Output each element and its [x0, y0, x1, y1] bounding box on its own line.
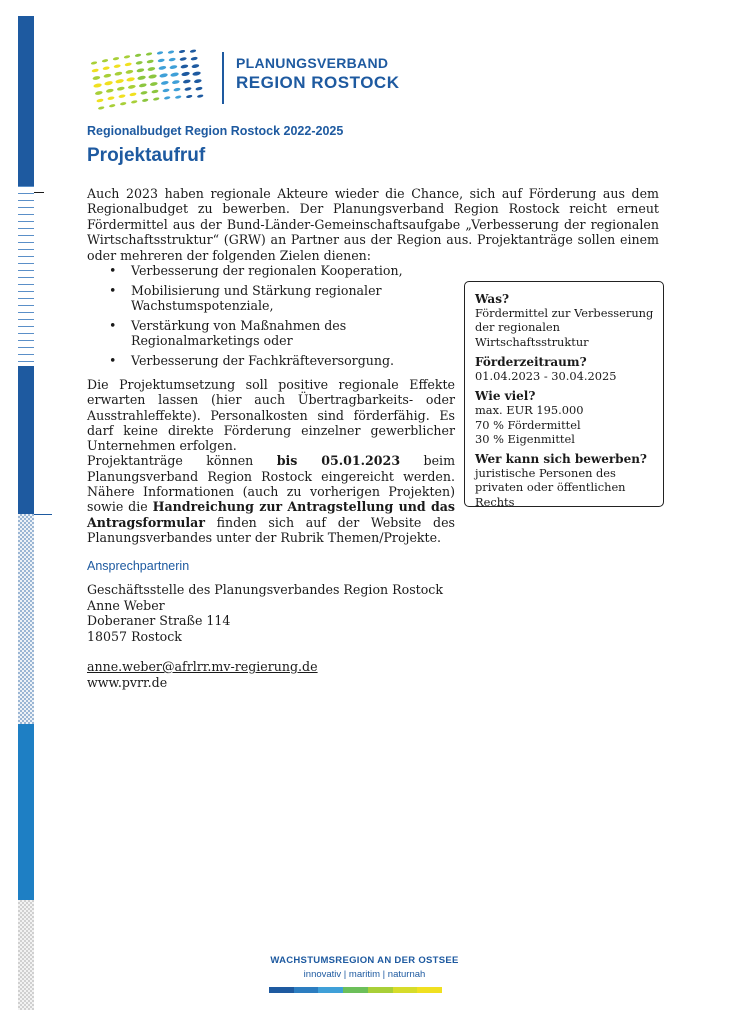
footer-bar-segment — [269, 987, 294, 993]
logo-dot — [153, 97, 160, 101]
edge-strip-top — [18, 16, 34, 186]
logo-dot — [173, 87, 181, 92]
contact-address — [87, 582, 443, 644]
logo-dot — [172, 80, 180, 85]
logo-dot — [161, 80, 169, 85]
logo-dot — [128, 84, 136, 89]
logo-dot — [186, 94, 193, 98]
list-item: • Verbesserung der Fachkräfteversorgung. — [87, 353, 457, 369]
edge-strip-pattern — [18, 514, 34, 724]
logo-dot — [164, 96, 171, 100]
logo-dot — [183, 79, 191, 84]
logo-dot — [157, 51, 164, 55]
logo-dot — [129, 92, 137, 97]
logo-dot — [195, 86, 203, 91]
logo-dot — [179, 49, 186, 53]
info-amount-own: 30 % Eigenmittel — [475, 431, 575, 446]
logo-dot — [148, 74, 157, 79]
logo-dot — [146, 52, 153, 56]
logo-dot — [102, 66, 110, 71]
intro-paragraph: Auch 2023 haben regionale Akteure wieder die Chance, sich auf Förderung aus dem Regionalbudget zu bewerben. Der Planungsverband Region Rostock reicht erneut Fördermittel aus der Bund-Länder-Gemeinschaftsaufgabe „Verbesserung der regionalen Wirtschaftsstruktur“ (GRW) an Partner aus der Region aus. Projektanträge sollen einem oder mehreren der folgenden Zielen dienen: — [87, 186, 659, 263]
logo-dot — [168, 50, 175, 54]
info-period-label: Förderzeitraum? — [475, 354, 587, 369]
logo-dot — [140, 91, 148, 96]
info-who-text: juristische Personen des privaten oder öffentlichen Rechts — [475, 466, 626, 509]
logo-dots-icon — [86, 48, 210, 110]
logo-dot — [113, 64, 121, 69]
edge-strip-mid — [18, 366, 34, 514]
logo-dot — [93, 83, 102, 88]
logo-dot — [192, 71, 201, 76]
contact-org: Geschäftsstelle des Planungsverbandes Region Rostock — [87, 582, 443, 597]
fold-mark — [34, 192, 44, 193]
logo-dot — [102, 59, 109, 63]
logo-dot — [159, 73, 168, 78]
logo-dot — [175, 95, 182, 99]
fold-mark-2 — [34, 514, 52, 515]
logo-dot — [151, 89, 159, 94]
goals-list — [87, 263, 457, 373]
logo-dot — [147, 67, 155, 72]
logo-dot — [104, 80, 113, 85]
logo-dot — [170, 72, 179, 77]
logo-dot — [103, 73, 111, 78]
logo-dot — [95, 91, 103, 96]
logo-dot — [106, 88, 114, 93]
logo-dot — [115, 78, 124, 83]
edge-strip-ticks — [18, 186, 34, 366]
info-amount-max: max. EUR 195.000 — [475, 403, 584, 418]
logo-dot — [118, 94, 126, 99]
logo-dot — [190, 56, 198, 61]
document-subtitle: Regionalbudget Region Rostock 2022-2025 — [87, 124, 344, 138]
logo-dot — [168, 57, 176, 62]
footer-bar-segment — [318, 987, 343, 993]
logo-dot — [98, 106, 105, 110]
logo-dot — [142, 98, 149, 102]
body-paragraph-2b: beim Planungsverband Region Rostock eingereicht werden. Nähere Informationen (auch zu vorherigen Projekten) sowie die — [87, 453, 456, 515]
list-item: • Verbesserung der regionalen Kooperation, — [87, 263, 457, 279]
contact-website[interactable]: www.pvrr.de — [87, 675, 168, 690]
logo-dot — [150, 82, 158, 87]
logo-dot — [109, 104, 116, 108]
logo-dot — [91, 68, 99, 73]
logo-dot — [190, 49, 197, 53]
contact-street: Doberaner Straße 114 — [87, 613, 231, 629]
logo-dot — [125, 69, 133, 74]
logo-dot — [91, 61, 98, 65]
logo-dot — [124, 55, 131, 59]
logo-dot — [146, 59, 154, 64]
logo-dot — [179, 57, 187, 62]
contact-heading: Ansprechpartnerin — [87, 559, 190, 573]
logo-dot — [137, 75, 146, 80]
logo-dot — [181, 71, 190, 76]
contact-city: 18057 Rostock — [87, 628, 182, 644]
logo-dot — [194, 79, 202, 84]
footer-bar-segment — [343, 987, 368, 993]
info-who-label: Wer kann sich bewerben? — [475, 452, 647, 467]
body-paragraph-2a: Projektanträge können — [87, 453, 277, 469]
footer-bar-segment — [294, 987, 319, 993]
logo-dot — [92, 76, 100, 81]
info-amount-funding: 70 % Fördermittel — [475, 417, 581, 432]
footer-tagline: innovativ | maritim | naturnah — [303, 969, 426, 980]
edge-strip-low — [18, 724, 34, 900]
logo-dot — [131, 100, 138, 104]
contact-name: Anne Weber — [87, 597, 165, 613]
logo-dot — [136, 68, 144, 73]
logo-dot — [169, 65, 177, 70]
logo-dot — [162, 88, 170, 93]
logo-dot — [120, 102, 127, 106]
logo-dot — [191, 64, 199, 69]
info-what-text: Fördermittel zur Verbesserung der regionalen Wirtschaftsstruktur — [475, 306, 654, 349]
logo-dot — [107, 96, 115, 101]
logo-dot — [157, 58, 165, 63]
logo-dot — [113, 57, 120, 61]
logo-dot — [135, 53, 142, 57]
footer-bar-segment — [393, 987, 418, 993]
body-text — [87, 377, 455, 545]
deadline: bis 05.01.2023 — [276, 453, 401, 469]
footer-bar-segment — [417, 987, 442, 993]
list-item: • Verstärkung von Maßnahmen des Regionalmarketings oder — [87, 318, 457, 349]
footer-title: WACHSTUMSREGION AN DER OSTSEE — [270, 955, 459, 966]
footer-color-bar — [269, 987, 442, 993]
logo-text-line1: PLANUNGSVERBAND — [236, 55, 389, 71]
info-amount-label: Wie viel? — [475, 389, 536, 404]
logo-dot — [158, 65, 166, 70]
logo-dot — [180, 64, 188, 69]
info-what-label: Was? — [475, 292, 509, 306]
info-box — [464, 281, 664, 507]
logo-dot — [197, 94, 204, 98]
documents-link-text: Handreichung zur Antragstellung und das Antragsformular — [87, 499, 455, 530]
document-title: Projektaufruf — [87, 145, 206, 166]
logo-dot — [124, 62, 132, 67]
body-paragraph-1: Die Projektumsetzung soll positive regionale Effekte erwarten lassen (hier auch Übertragbarkeits- oder Ausstrahleffekte). Personalkosten sind förderfähig. Es darf keine direkte Förderung einzelner gewerblicher Unternehmen erfolgen. — [87, 377, 455, 454]
footer-bar-segment — [368, 987, 393, 993]
logo-dot — [135, 61, 143, 66]
logo-dot — [139, 83, 147, 88]
logo-dot — [114, 71, 122, 76]
list-item: • Mobilisierung und Stärkung regionaler Wachstumspotenziale, — [87, 283, 457, 314]
contact-email-link[interactable]: anne.weber@afrlrr.mv-regierung.de — [87, 659, 318, 674]
logo-dot — [184, 87, 192, 92]
logo-dot — [96, 98, 104, 103]
info-period-text: 01.04.2023 - 30.04.2025 — [475, 369, 617, 384]
logo-text-line2: REGION ROSTOCK — [236, 73, 400, 92]
body-paragraph-2c: finden sich auf der Website des Planungsverbandes unter der Rubrik Themen/Projekte. — [87, 514, 455, 545]
logo-dot — [117, 86, 125, 91]
logo-dot — [126, 77, 135, 82]
logo-divider — [222, 52, 224, 104]
